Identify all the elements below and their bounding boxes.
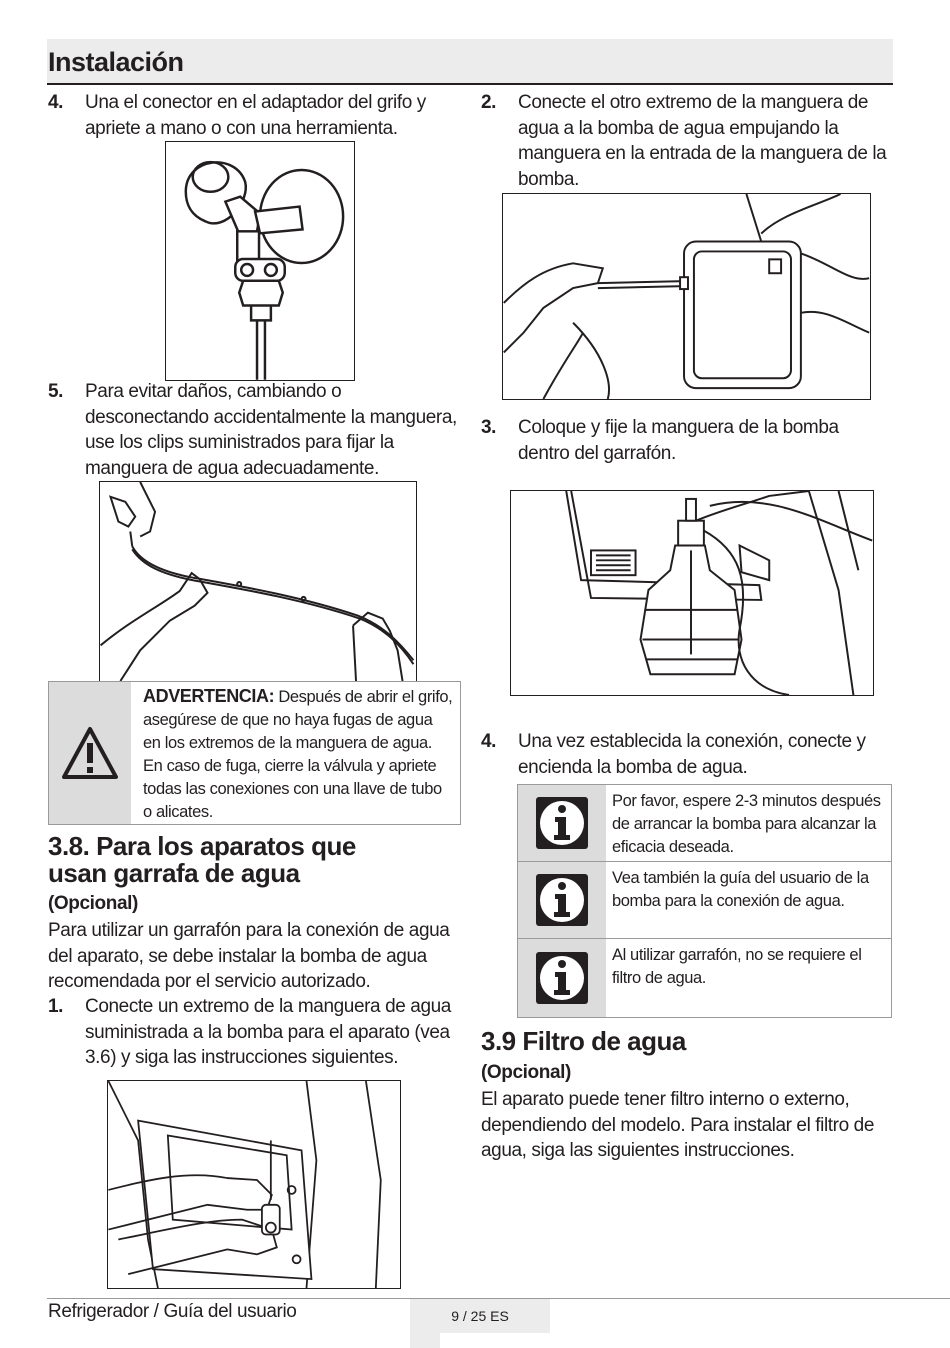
page-title: Instalación (48, 47, 184, 77)
step-text: Una vez establecida la conexión, conecte y encienda la bomba de agua. (518, 731, 866, 778)
page-number-text: 9 / 25 ES (451, 1308, 509, 1324)
pump-connection-illustration (107, 1080, 401, 1289)
step-number: 2. (481, 92, 497, 113)
footer-tab (410, 1333, 440, 1348)
info-row (518, 939, 891, 1017)
info-icon-cell (518, 785, 606, 861)
footer-document-title: Refrigerador / Guía del usuario (48, 1301, 297, 1322)
step-number: 3. (481, 417, 497, 438)
water-bottle-illustration (510, 490, 874, 696)
warning-label: ADVERTENCIA: (143, 686, 275, 706)
step-text: Conecte un extremo de la manguera de agua suministrada a la bomba para el aparato (vea 3.6) y siga las instrucciones siguientes. (85, 996, 451, 1068)
section-3-8-optional: (Opcional) (48, 893, 138, 914)
section-title-line: 3.8. Para los aparatos que (48, 831, 356, 861)
warning-text (131, 682, 460, 824)
step-4-right (481, 729, 891, 780)
info-icon (534, 872, 590, 928)
info-row (518, 785, 891, 862)
info-icon (534, 950, 590, 1006)
warning-body: Después de abrir el grifo, asegúrese de que no haya fugas de agua en los extremos de la manguera de agua. En caso de fuga, cierre la válvula y apriete todas las conexiones con una llave de tubo o alicates. (143, 688, 453, 821)
step-number: 4. (481, 731, 497, 752)
info-text: Vea también la guía del usuario de la bomba para la conexión de agua. (612, 869, 869, 910)
step-5-left (48, 379, 458, 481)
info-text: Al utilizar garrafón, no se requiere el filtro de agua. (612, 946, 862, 987)
pump-hose-illustration (502, 193, 871, 400)
step-1-left (48, 994, 458, 1071)
step-2-right (481, 90, 891, 192)
step-text: Una el conector en el adaptador del grifo y apriete a mano o con una herramienta. (85, 92, 426, 139)
warning-box (48, 681, 461, 825)
step-text: Conecte el otro extremo de la manguera de agua a la bomba de agua empujando la manguera en la entrada de la manguera de la bomba. (518, 92, 887, 190)
footer-page-number (410, 1299, 550, 1333)
step-number: 4. (48, 92, 64, 113)
hose-clips-illustration (99, 481, 417, 682)
info-icon (534, 795, 590, 851)
section-3-8-title (48, 833, 458, 887)
info-icon-cell (518, 939, 606, 1017)
step-4-left (48, 90, 458, 141)
step-text: Coloque y fije la manguera de la bomba dentro del garrafón. (518, 417, 839, 464)
step-text: Para evitar daños, cambiando o desconectando accidentalmente la manguera, use los clips suministrados para fijar la manguera de agua adecuadamente. (85, 381, 457, 479)
info-row (518, 862, 891, 939)
warning-triangle-icon (60, 725, 120, 781)
step-number: 1. (48, 996, 64, 1017)
info-icon-cell (518, 862, 606, 938)
info-notes-table (517, 784, 892, 1018)
step-number: 5. (48, 381, 64, 402)
faucet-adapter-illustration (165, 141, 355, 381)
info-text: Por favor, espere 2-3 minutos después de arrancar la bomba para alcanzar la eficacia deseada. (612, 792, 881, 856)
warning-icon-cell (49, 682, 131, 824)
step-3-right (481, 415, 891, 466)
section-3-9-intro: El aparato puede tener filtro interno o externo, dependiendo del modelo. Para instalar el filtro de agua, siga las siguientes instrucciones. (481, 1089, 874, 1161)
section-3-9-title: 3.9 Filtro de agua (481, 1026, 686, 1056)
section-3-9-optional: (Opcional) (481, 1062, 571, 1083)
section-3-8-intro: Para utilizar un garrafón para la conexión de agua del aparato, se debe instalar la bomba de agua recomendada por el servicio autorizado. (48, 920, 450, 992)
section-title-line: usan garrafa de agua (48, 858, 300, 888)
